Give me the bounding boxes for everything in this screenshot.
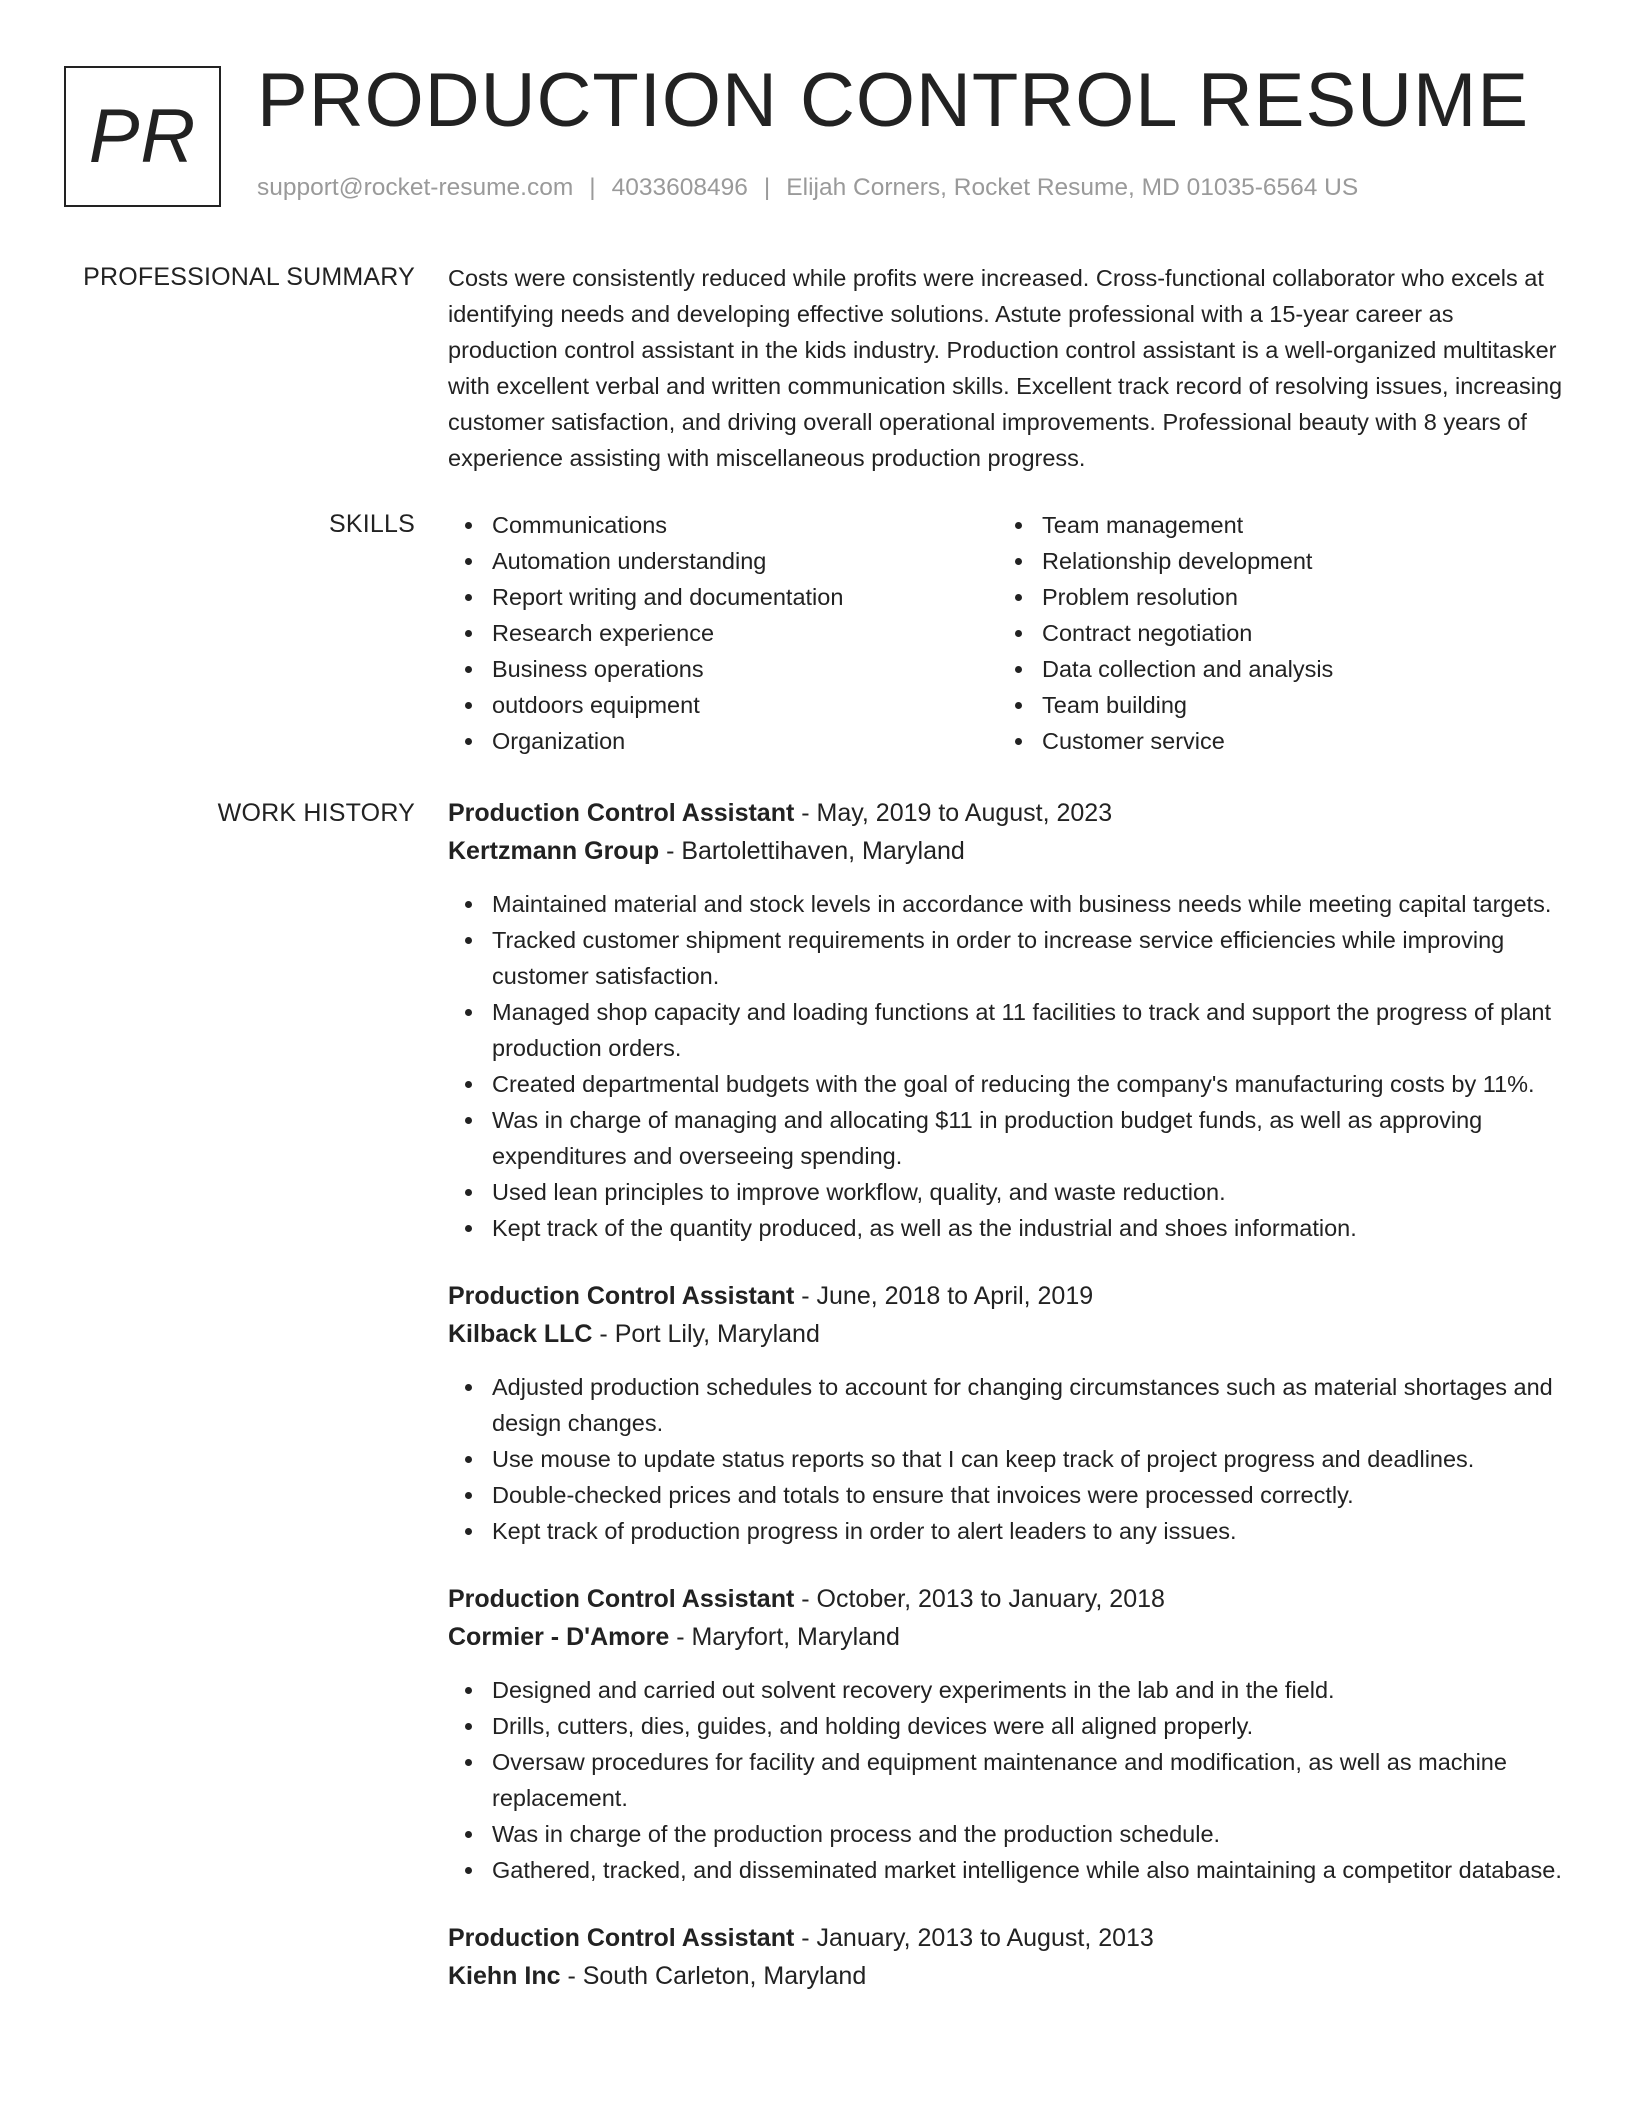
job-company-line bbox=[448, 832, 1568, 870]
contact-line bbox=[257, 174, 1358, 202]
job-bullet: Kept track of production progress in order to alert leaders to any issues. bbox=[492, 1513, 1568, 1549]
skill-item: Relationship development bbox=[1042, 543, 1548, 579]
job-bullet: Used lean principles to improve workflow, quality, and waste reduction. bbox=[492, 1174, 1568, 1210]
job-title-line bbox=[448, 1277, 1568, 1315]
work-history-heading: WORK HISTORY bbox=[217, 799, 415, 827]
skill-item: outdoors equipment bbox=[492, 687, 998, 723]
job-company-line bbox=[448, 1315, 1568, 1353]
job-title: Production Control Assistant bbox=[448, 799, 795, 827]
job-bullet: Oversaw procedures for facility and equipment maintenance and modification, as well as machine replacement. bbox=[492, 1744, 1568, 1816]
job-bullet: Double-checked prices and totals to ensure that invoices were processed correctly. bbox=[492, 1477, 1568, 1513]
job-location: - South Carleton, Maryland bbox=[560, 1962, 867, 1990]
job-location: - Maryfort, Maryland bbox=[669, 1623, 900, 1651]
job-bullet: Designed and carried out solvent recovery experiments in the lab and in the field. bbox=[492, 1672, 1568, 1708]
job-dates: - June, 2018 to April, 2019 bbox=[794, 1282, 1094, 1310]
contact-separator: | bbox=[763, 174, 771, 201]
job-company: Kiehn Inc bbox=[448, 1962, 561, 1990]
job-bullet: Tracked customer shipment requirements in order to increase service efficiencies while improving customer satisfaction. bbox=[492, 922, 1568, 994]
contact-address: Elijah Corners, Rocket Resume, MD 01035-6564 US bbox=[786, 174, 1359, 201]
job-company: Kilback LLC bbox=[448, 1320, 593, 1348]
skills-grid bbox=[448, 507, 1568, 759]
job-entry bbox=[448, 1919, 1568, 1995]
summary-text: Costs were consistently reduced while profits were increased. Cross-functional collaborator who excels at identifying needs and developing effective solutions. Astute professional with a 15-year career as production control assistant in the kids industry. Production control assistant is a well-organized multitasker with excellent verbal and written communication skills. Excellent track record of resolving issues, increasing customer satisfaction, and driving overall operational improvements. Professional beauty with 8 years of experience assisting with miscellaneous production progress. bbox=[448, 265, 1563, 471]
job-entry bbox=[448, 1277, 1568, 1549]
job-company: Kertzmann Group bbox=[448, 837, 660, 865]
skill-item: Research experience bbox=[492, 615, 998, 651]
skill-item: Customer service bbox=[1042, 723, 1548, 759]
monogram-box bbox=[64, 66, 221, 207]
job-company: Cormier - D'Amore bbox=[448, 1623, 670, 1651]
skills-column-right bbox=[998, 507, 1548, 759]
job-bullet: Was in charge of managing and allocating $11 in production budget funds, as well as approving expenditures and overseeing spending. bbox=[492, 1102, 1568, 1174]
skill-item: Organization bbox=[492, 723, 998, 759]
skill-item: Business operations bbox=[492, 651, 998, 687]
skills-heading: SKILLS bbox=[329, 510, 415, 538]
resume-title: PRODUCTION CONTROL RESUME bbox=[257, 58, 1530, 143]
monogram-initials: PR bbox=[88, 94, 197, 179]
job-entry bbox=[448, 794, 1568, 1246]
job-title-line bbox=[448, 794, 1568, 832]
job-title: Production Control Assistant bbox=[448, 1924, 795, 1952]
job-dates: - January, 2013 to August, 2013 bbox=[794, 1924, 1154, 1952]
skill-item: Team management bbox=[1042, 507, 1548, 543]
job-bullet: Managed shop capacity and loading functions at 11 facilities to track and support the progress of plant production orders. bbox=[492, 994, 1568, 1066]
contact-email: support@rocket-resume.com bbox=[257, 174, 574, 201]
job-bullet: Maintained material and stock levels in accordance with business needs while meeting capital targets. bbox=[492, 886, 1568, 922]
skill-item: Problem resolution bbox=[1042, 579, 1548, 615]
job-dates: - May, 2019 to August, 2023 bbox=[794, 799, 1113, 827]
skill-item: Data collection and analysis bbox=[1042, 651, 1548, 687]
summary-heading: PROFESSIONAL SUMMARY bbox=[83, 263, 415, 291]
skill-item: Team building bbox=[1042, 687, 1548, 723]
job-bullet: Gathered, tracked, and disseminated market intelligence while also maintaining a competitor database. bbox=[492, 1852, 1568, 1888]
job-dates: - October, 2013 to January, 2018 bbox=[794, 1585, 1165, 1613]
skill-item: Automation understanding bbox=[492, 543, 998, 579]
job-bullet: Kept track of the quantity produced, as well as the industrial and shoes information. bbox=[492, 1210, 1568, 1246]
skills-body bbox=[448, 507, 1568, 759]
job-bullet: Was in charge of the production process and the production schedule. bbox=[492, 1816, 1568, 1852]
job-bullet: Drills, cutters, dies, guides, and holding devices were all aligned properly. bbox=[492, 1708, 1568, 1744]
summary-body bbox=[448, 260, 1568, 476]
job-bullet: Adjusted production schedules to account for changing circumstances such as material shortages and design changes. bbox=[492, 1369, 1568, 1441]
skill-item: Report writing and documentation bbox=[492, 579, 998, 615]
work-history-body bbox=[448, 794, 1568, 2026]
job-bullet: Use mouse to update status reports so that I can keep track of project progress and deadlines. bbox=[492, 1441, 1568, 1477]
job-title: Production Control Assistant bbox=[448, 1282, 795, 1310]
job-company-line bbox=[448, 1957, 1568, 1995]
skill-item: Communications bbox=[492, 507, 998, 543]
skills-column-left bbox=[448, 507, 998, 759]
job-entry bbox=[448, 1580, 1568, 1888]
contact-separator: | bbox=[589, 174, 596, 201]
job-title-line bbox=[448, 1580, 1568, 1618]
job-title: Production Control Assistant bbox=[448, 1585, 795, 1613]
skill-item: Contract negotiation bbox=[1042, 615, 1548, 651]
contact-phone: 4033608496 bbox=[611, 174, 748, 201]
job-title-line bbox=[448, 1919, 1568, 1957]
job-company-line bbox=[448, 1618, 1568, 1656]
job-location: - Port Lily, Maryland bbox=[592, 1320, 820, 1348]
job-bullet: Created departmental budgets with the goal of reducing the company's manufacturing costs by 11%. bbox=[492, 1066, 1568, 1102]
job-location: - Bartolettihaven, Maryland bbox=[659, 837, 965, 865]
